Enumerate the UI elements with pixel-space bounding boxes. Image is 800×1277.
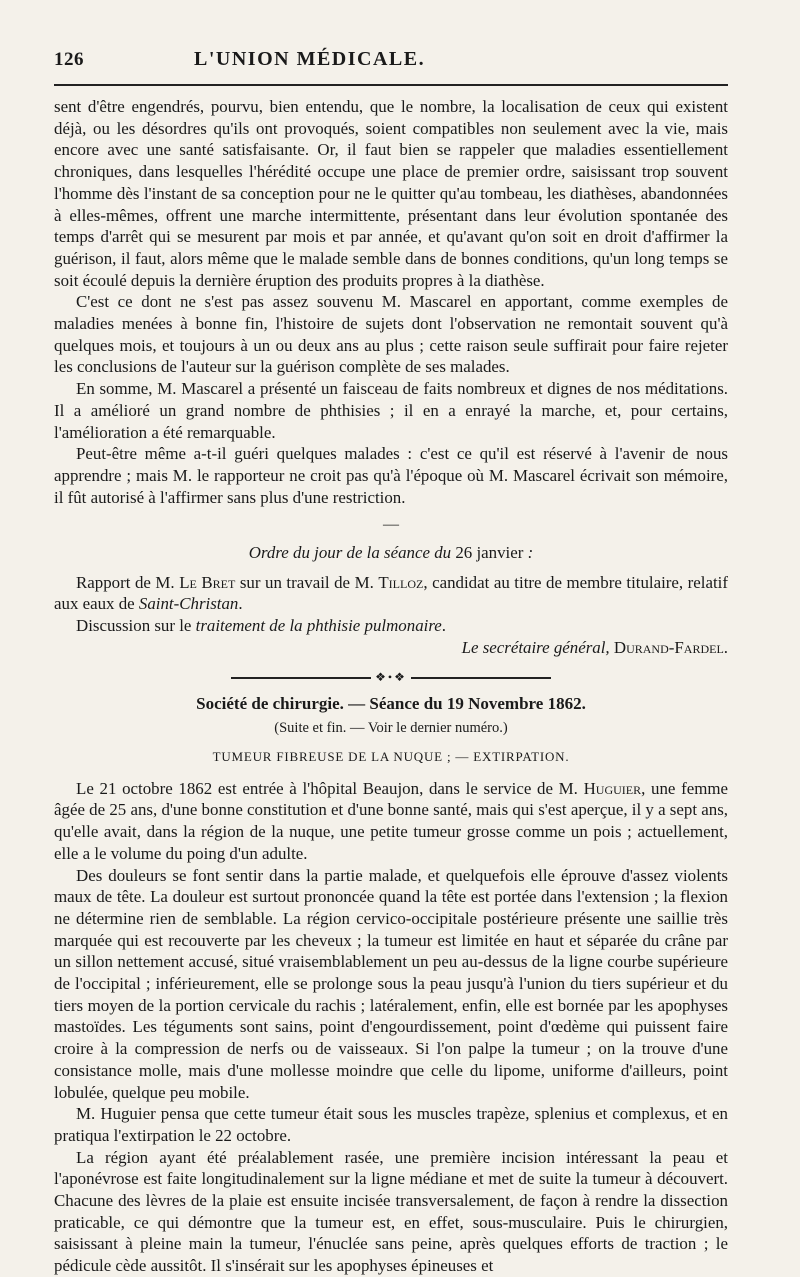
ordre-title-prefix: Ordre du jour de la séance du <box>248 543 456 563</box>
signature <box>54 637 728 659</box>
article-subtitle: TUMEUR FIBREUSE DE LA NUQUE ; — EXTIRPATION. <box>212 748 570 764</box>
paragraph: Peut-être même a-t-il guéri quelques malades : c'est ce qu'il est réservé à l'avenir de nous apprendre ; mais M. le rapporteur ne croit pas qu'à l'époque où M. Mascarel écrivait son mémoire, il fût autorisé à l'affirmer sans plus d'une restriction. <box>54 444 728 507</box>
text: , une femme âgée de 25 ans, d'une bonne constitution et d'une bonne santé, mais qui s'est aperçue, il y a sept ans, qu'elle avait, dans la région de la nuque, une petite tumeur grosse comme un pois ; actuellement, elle a le volume du poing d'un adulte. <box>54 778 728 863</box>
text: . <box>238 594 243 614</box>
text: Discussion sur le <box>76 616 196 636</box>
session-continuation: (Suite et fin. — Voir le dernier numéro.) <box>274 720 508 737</box>
person-name: Le Bret <box>179 572 236 592</box>
ornament-glyph: ❖•❖ <box>375 669 407 684</box>
article-body <box>54 96 728 1277</box>
text: . <box>441 616 447 636</box>
person-name: Tilloz <box>378 572 424 592</box>
signature-role: Le secrétaire général, <box>461 637 614 657</box>
text: Le 21 octobre 1862 est entrée à l'hôpital Beaujon, dans le service de M. <box>76 778 584 798</box>
ordre-du-jour-title <box>54 542 728 564</box>
paragraph <box>54 778 728 865</box>
section-separator: — <box>383 516 399 534</box>
ornament-line <box>411 677 551 679</box>
paragraph: La région ayant été préalablement rasée, une première incision intéressant la peau et l'aponévrose est faite longitudinalement sur la ligne médiane et met de suite la tumeur à découvert. Chacune des lèvres de la plaie est ensuite incisée transversalement, de façon à rendre la dissection praticable, ce qui démontre que la tumeur est, en effet, sous-musculaire. Puis le chirurgien, saisissant à pleine main la tumeur, l'énuclée sans peine, après quelques efforts de traction ; le pédicule cède aussitôt. Il s'insérait sur les apophyses épineuses et <box>54 1147 728 1276</box>
session-title: Société de chirurgie. — Séance du 19 Novembre 1862. <box>196 693 586 713</box>
text: Rapport de M. <box>76 572 180 592</box>
paragraph: En somme, M. Mascarel a présenté un faisceau de faits nombreux et dignes de nos méditations. Il a amélioré un grand nombre de phthisies ; il en a enrayé la marche, et, pour certains, l'amélioration a été remarquable. <box>54 379 728 442</box>
ordre-title-suffix: : <box>523 543 534 563</box>
running-title: L'UNION MÉDICALE. <box>194 48 426 70</box>
text: , candidat au titre de membre titulaire, relatif aux eaux de <box>54 572 728 614</box>
signature-name: Durand-Fardel. <box>613 637 728 657</box>
paragraph: sent d'être engendrés, pourvu, bien entendu, que le nombre, la localisation de ceux qui existent déjà, ou les désordres qu'ils ont provoqués, soient compatibles non seulement avec la vie, mais encore avec une santé satisfaisante. Or, il faut bien se rappeler que maladies essentiellement chroniques, dans lesquelles l'hérédité occupe une place de premier ordre, saisissant trop souvent l'homme dès l'instant de sa conception pour ne le quitter qu'au tombeau, les diathèses, abandonnées à elles-mêmes, offrent une marche intermittente, présentant dans leur évolution spontanée des temps d'arrêt qui se mesurent par mois et par année, et qu'avant qu'on soit en droit d'affirmer la guérison, il faut, alors même que le malade semble dans de bonnes conditions, qu'un long temps se soit écoulé depuis la dernière éruption des produits propres à la diathèse. <box>54 97 728 290</box>
paragraph: C'est ce dont ne s'est pas assez souvenu M. Mascarel en apportant, comme exemples de maladies menées à bonne fin, l'histoire de sujets dont l'observation ne remontait souvent qu'à quelques mois, et toujours à un ou deux ans au plus ; cette raison seule suffirait pour faire rejeter les conclusions de l'auteur sur la guérison complète de ses malades. <box>54 292 728 377</box>
ordre-item <box>54 615 728 637</box>
text: sur un travail de M. <box>235 572 379 592</box>
header-rule <box>54 84 728 86</box>
page-header <box>54 48 728 82</box>
ordre-title-date: 26 janvier <box>455 543 524 563</box>
place-name: Saint-Christan <box>138 594 239 614</box>
paragraph: M. Huguier pensa que cette tumeur était sous les muscles trapèze, splenius et complexus, et en pratiqua l'extirpation le 22 octobre. <box>54 1104 728 1145</box>
paragraph: Des douleurs se font sentir dans la partie malade, et quelquefois elle éprouve d'assez violents maux de tête. La douleur est surtout prononcée quand la tête est portée dans l'extension ; la flexion ne détermine rien de semblable. La région cervico-occipitale postérieure présente une saillie très marquée qui est recouverte par les cheveux ; la tumeur est limitée en haut et séparée du crâne par un sillon nettement accusé, situé vraisemblablement un peu au-dessus de la ligne courbe supérieure de l'occipital ; inférieurement, elle se prolonge sous la peau jusqu'à l'union du tiers supérieur et du tiers moyen de la portion cervicale du rachis ; latéralement, enfin, elle est bornée par les apophyses mastoïdes. Les téguments sont sains, point d'engourdissement, point d'œdème qui puissent faire croire à la compression de nerfs ou de vaisseaux. Si l'on palpe la tumeur ; on la trouve d'une consistance molle, mais d'une mollesse moindre que celle du lipome, uniforme d'ailleurs, point lobulée, quelque peu mobile. <box>54 865 728 1102</box>
topic: traitement de la phthisie pulmonaire <box>195 616 442 636</box>
ornament-divider <box>54 669 728 684</box>
ordre-item <box>54 572 728 615</box>
ornament-line <box>231 677 371 679</box>
person-name: Huguier <box>583 778 642 798</box>
page-number: 126 <box>54 49 84 70</box>
